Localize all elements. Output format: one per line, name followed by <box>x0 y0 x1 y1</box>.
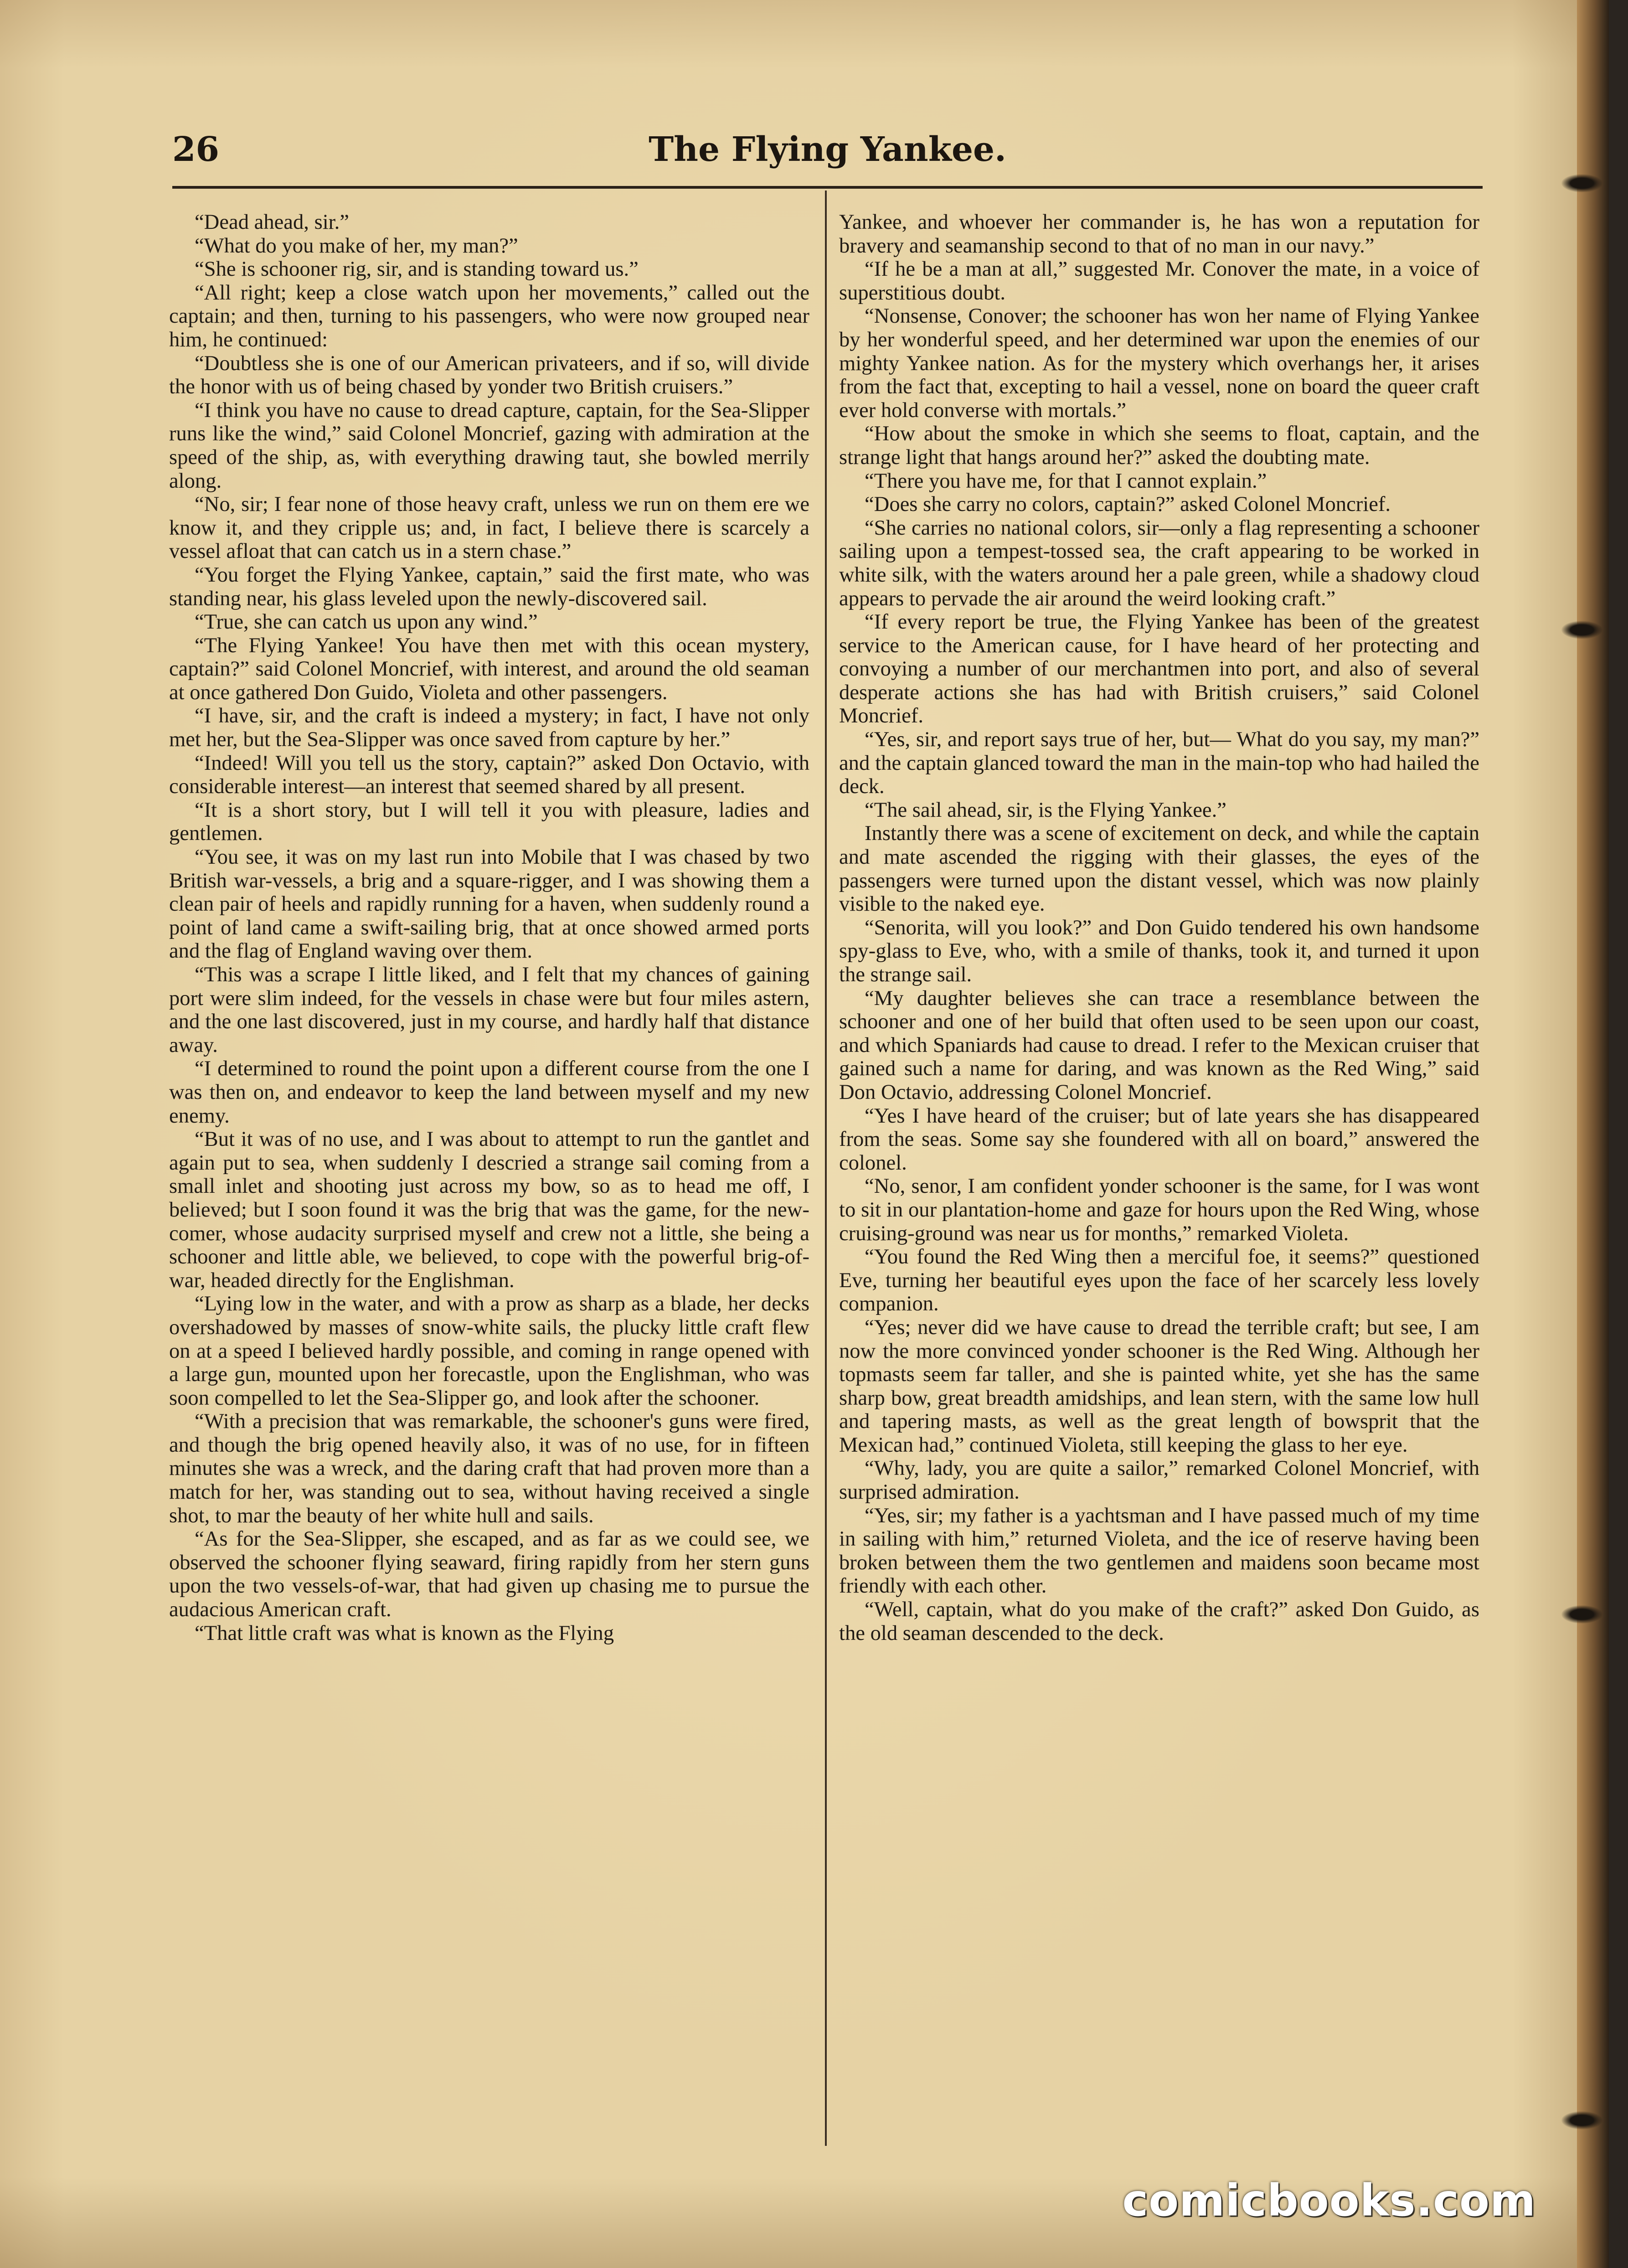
paragraph: Yankee, and whoever her commander is, he has won a reputation for bravery and seamanship second to that of no man in our navy.” <box>839 211 1479 258</box>
paragraph: “That little craft was what is known as the Flying <box>195 1621 614 1645</box>
paragraph: “True, she can catch us upon any wind.” <box>195 610 538 634</box>
paragraph: “This was a scrape I little liked, and I felt that my chances of gaining port were slim indeed, for the vessels in chase were but four miles astern, and the one last discovered, just in my course, and hardly half that distance away. <box>169 963 809 1057</box>
paragraph: Instantly there was a scene of excitement on deck, and while the captain and mate ascended the rigging with their glasses, the eyes of the passengers were turned upon the distant vessel, which was now plainly visible to the naked eye. <box>839 821 1479 916</box>
paragraph: “It is a short story, but I will tell it you with pleasure, ladies and gentlemen. <box>169 798 809 845</box>
paragraph: “You forget the Flying Yankee, captain,” said the first mate, who was standing near, his glass leveled upon the newly-discovered sail. <box>169 562 809 610</box>
paragraph: “All right; keep a close watch upon her movements,” called out the captain; and then, turning to his passengers, who were now grouped near him, he continued: <box>169 280 809 351</box>
paragraph: “Senorita, will you look?” and Don Guido tendered his own handsome spy-glass to Eve, who, with a smile of thanks, took it, and turned it upon the strange sail. <box>839 915 1479 986</box>
page-number: 26 <box>172 130 219 169</box>
site-watermark: comicbooks.com <box>1122 2175 1536 2226</box>
paragraph: “If he be a man at all,” suggested Mr. Conover the mate, in a voice of superstitious doubt. <box>839 257 1479 304</box>
text-column-right <box>839 211 1479 2125</box>
paragraph: “The Flying Yankee! You have then met with this ocean mystery, captain?” said Colonel Moncrief, with interest, and around the old seaman at once gathered Don Guido, Violeta and other passengers. <box>169 633 809 704</box>
paragraph: “If every report be true, the Flying Yankee has been of the greatest service to the American cause, for I have heard of her protecting and convoying a number of our merchantmen into port, and also of several desperate actions she has had with British cruisers,” said Colonel Moncrief. <box>839 610 1479 728</box>
paragraph: “Yes, sir; my father is a yachtsman and I have passed much of my time in sailing with him,” returned Violeta, and the ice of reserve having been broken between them the two gentlemen and maidens soon became most friendly with each other. <box>839 1503 1479 1598</box>
paragraph: “Well, captain, what do you make of the craft?” asked Don Guido, as the old seaman descended to the deck. <box>839 1598 1479 1645</box>
paragraph: “There you have me, for that I cannot explain.” <box>865 469 1267 493</box>
running-title: The Flying Yankee. <box>649 130 1006 169</box>
paragraph: “No, sir; I fear none of those heavy craft, unless we run on them ere we know it, and they cripple us; and, in fact, I believe there is scarcely a vessel afloat that can catch us in a stern chase.” <box>169 492 809 563</box>
page-header <box>172 130 1483 185</box>
paragraph: “With a precision that was remarkable, the schooner's guns were fired, and though the brig opened heavily also, it was of no use, for in fifteen minutes she was a wreck, and the daring craft that had proven more than a match for her, was standing out to sea, without having received a single shot, to mar the beauty of her white hull and sails. <box>169 1409 809 1527</box>
paragraph: “The sail ahead, sir, is the Flying Yankee.” <box>865 798 1226 822</box>
paragraph: “Indeed! Will you tell us the story, captain?” asked Don Octavio, with considerable interest—an interest that seemed shared by all present. <box>169 751 809 799</box>
paragraph: “Yes, sir, and report says true of her, but— What do you say, my man?” and the captain glanced toward the man in the main-top who had hailed the deck. <box>839 727 1479 799</box>
paragraph: “You found the Red Wing then a merciful foe, it seems?” questioned Eve, turning her beautiful eyes upon the face of her scarcely less lovely companion. <box>839 1245 1479 1316</box>
paragraph: “I think you have no cause to dread capture, captain, for the Sea-Slipper runs like the wind,” said Colonel Moncrief, gazing with admiration at the speed of the ship, as, with everything drawing taut, she bowled merrily along. <box>169 398 809 493</box>
column-divider <box>825 191 827 2146</box>
paragraph: “She carries no national colors, sir—only a flag representing a schooner sailing upon a tempest-tossed sea, the craft appearing to be worked in white silk, with the waters around her a pale green, while a shadowy cloud appears to pervade the air around the weird looking craft.” <box>839 515 1479 610</box>
header-rule <box>172 186 1483 189</box>
paragraph: “She is schooner rig, sir, and is standing toward us.” <box>195 257 639 281</box>
paragraph: “Does she carry no colors, captain?” asked Colonel Moncrief. <box>865 492 1391 516</box>
staple-mark <box>1561 1605 1602 1624</box>
paragraph: “I determined to round the point upon a different course from the one I was then on, and endeavor to keep the land between myself and my new enemy. <box>169 1057 809 1128</box>
paragraph: “As for the Sea-Slipper, she escaped, and as far as we could see, we observed the schooner flying seaward, firing rapidly from her stern guns upon the two vessels-of-war, that had given up chasing me to pursue the audacious American craft. <box>169 1527 809 1622</box>
text-column-left <box>169 211 809 2125</box>
staple-mark <box>1561 174 1602 192</box>
paragraph: “My daughter believes she can trace a resemblance between the schooner and one of her build that often used to be seen upon our coast, and which Spaniards had cause to dread. I refer to the Mexican cruiser that gained such a name for daring, and was known as the Red Wing,” said Don Octavio, addressing Colonel Moncrief. <box>839 986 1479 1104</box>
paragraph: “Why, lady, you are quite a sailor,” remarked Colonel Moncrief, with surprised admiration. <box>839 1456 1479 1504</box>
paragraph: “You see, it was on my last run into Mobile that I was chased by two British war-vessels, a brig and a square-rigger, and I was showing them a clean pair of heels and rapidly running for a haven, when suddenly round a point of land came a swift-sailing brig, that at once showed armed ports and the flag of England waving over them. <box>169 845 809 963</box>
paragraph: “What do you make of her, my man?” <box>195 233 518 258</box>
paragraph: “Dead ahead, sir.” <box>195 211 349 234</box>
paragraph: “Yes; never did we have cause to dread the terrible craft; but see, I am now the more convinced yonder schooner is the Red Wing. Although her topmasts seem far taller, and she is painted white, yet she has the same sharp bow, great breadth amidships, and lean stern, with the same low hull and tapering masts, as well as the great length of bowsprit that the Mexican had,” continued Violeta, still keeping the glass to her eye. <box>839 1315 1479 1457</box>
paragraph: “How about the smoke in which she seems to float, captain, and the strange light that hangs around her?” asked the doubting mate. <box>839 422 1479 469</box>
paragraph: “Yes I have heard of the cruiser; but of late years she has disappeared from the seas. Some say she foundered with all on board,” answered the colonel. <box>839 1103 1479 1175</box>
staple-mark <box>1561 2111 1602 2129</box>
paragraph: “Nonsense, Conover; the schooner has won her name of Flying Yankee by her wonderful speed, and her determined war upon the enemies of our mighty Yankee nation. As for the mystery which overhangs her, it arises from the fact that, excepting to hail a vessel, none on board the queer craft ever hold converse with mortals.” <box>839 304 1479 422</box>
paragraph: “Lying low in the water, and with a prow as sharp as a blade, her decks overshadowed by masses of snow-white sails, the plucky little craft flew on at a speed I believed hardly possible, and coming in range opened with a large gun, mounted upon her forecastle, upon the Englishman, who was soon compelled to let the Sea-Slipper go, and look after the schooner. <box>169 1292 809 1410</box>
paragraph: “But it was of no use, and I was about to attempt to run the gantlet and again put to sea, when suddenly I descried a strange sail coming from a small inlet and shooting just across my bow, so as to head me off, I believed; but I soon found it was the brig that was the game, for the new-comer, whose audacity surprised myself and crew not a little, she being a schooner and little able, we believed, to cope with the powerful brig-of-war, headed directly for the Englishman. <box>169 1127 809 1292</box>
paragraph: “I have, sir, and the craft is indeed a mystery; in fact, I have not only met her, but the Sea-Slipper was once saved from capture by her.” <box>169 704 809 752</box>
paragraph: “No, senor, I am confident yonder schooner is the same, for I was wont to sit in our plantation-home and gaze for hours upon the Red Wing, whose cruising-ground was near us for months,” remarked Violeta. <box>839 1174 1479 1245</box>
binding-spine <box>1577 0 1609 2268</box>
paragraph: “Doubtless she is one of our American privateers, and if so, will divide the honor with us of being chased by yonder two British cruisers.” <box>169 351 809 399</box>
staple-mark <box>1561 621 1602 639</box>
